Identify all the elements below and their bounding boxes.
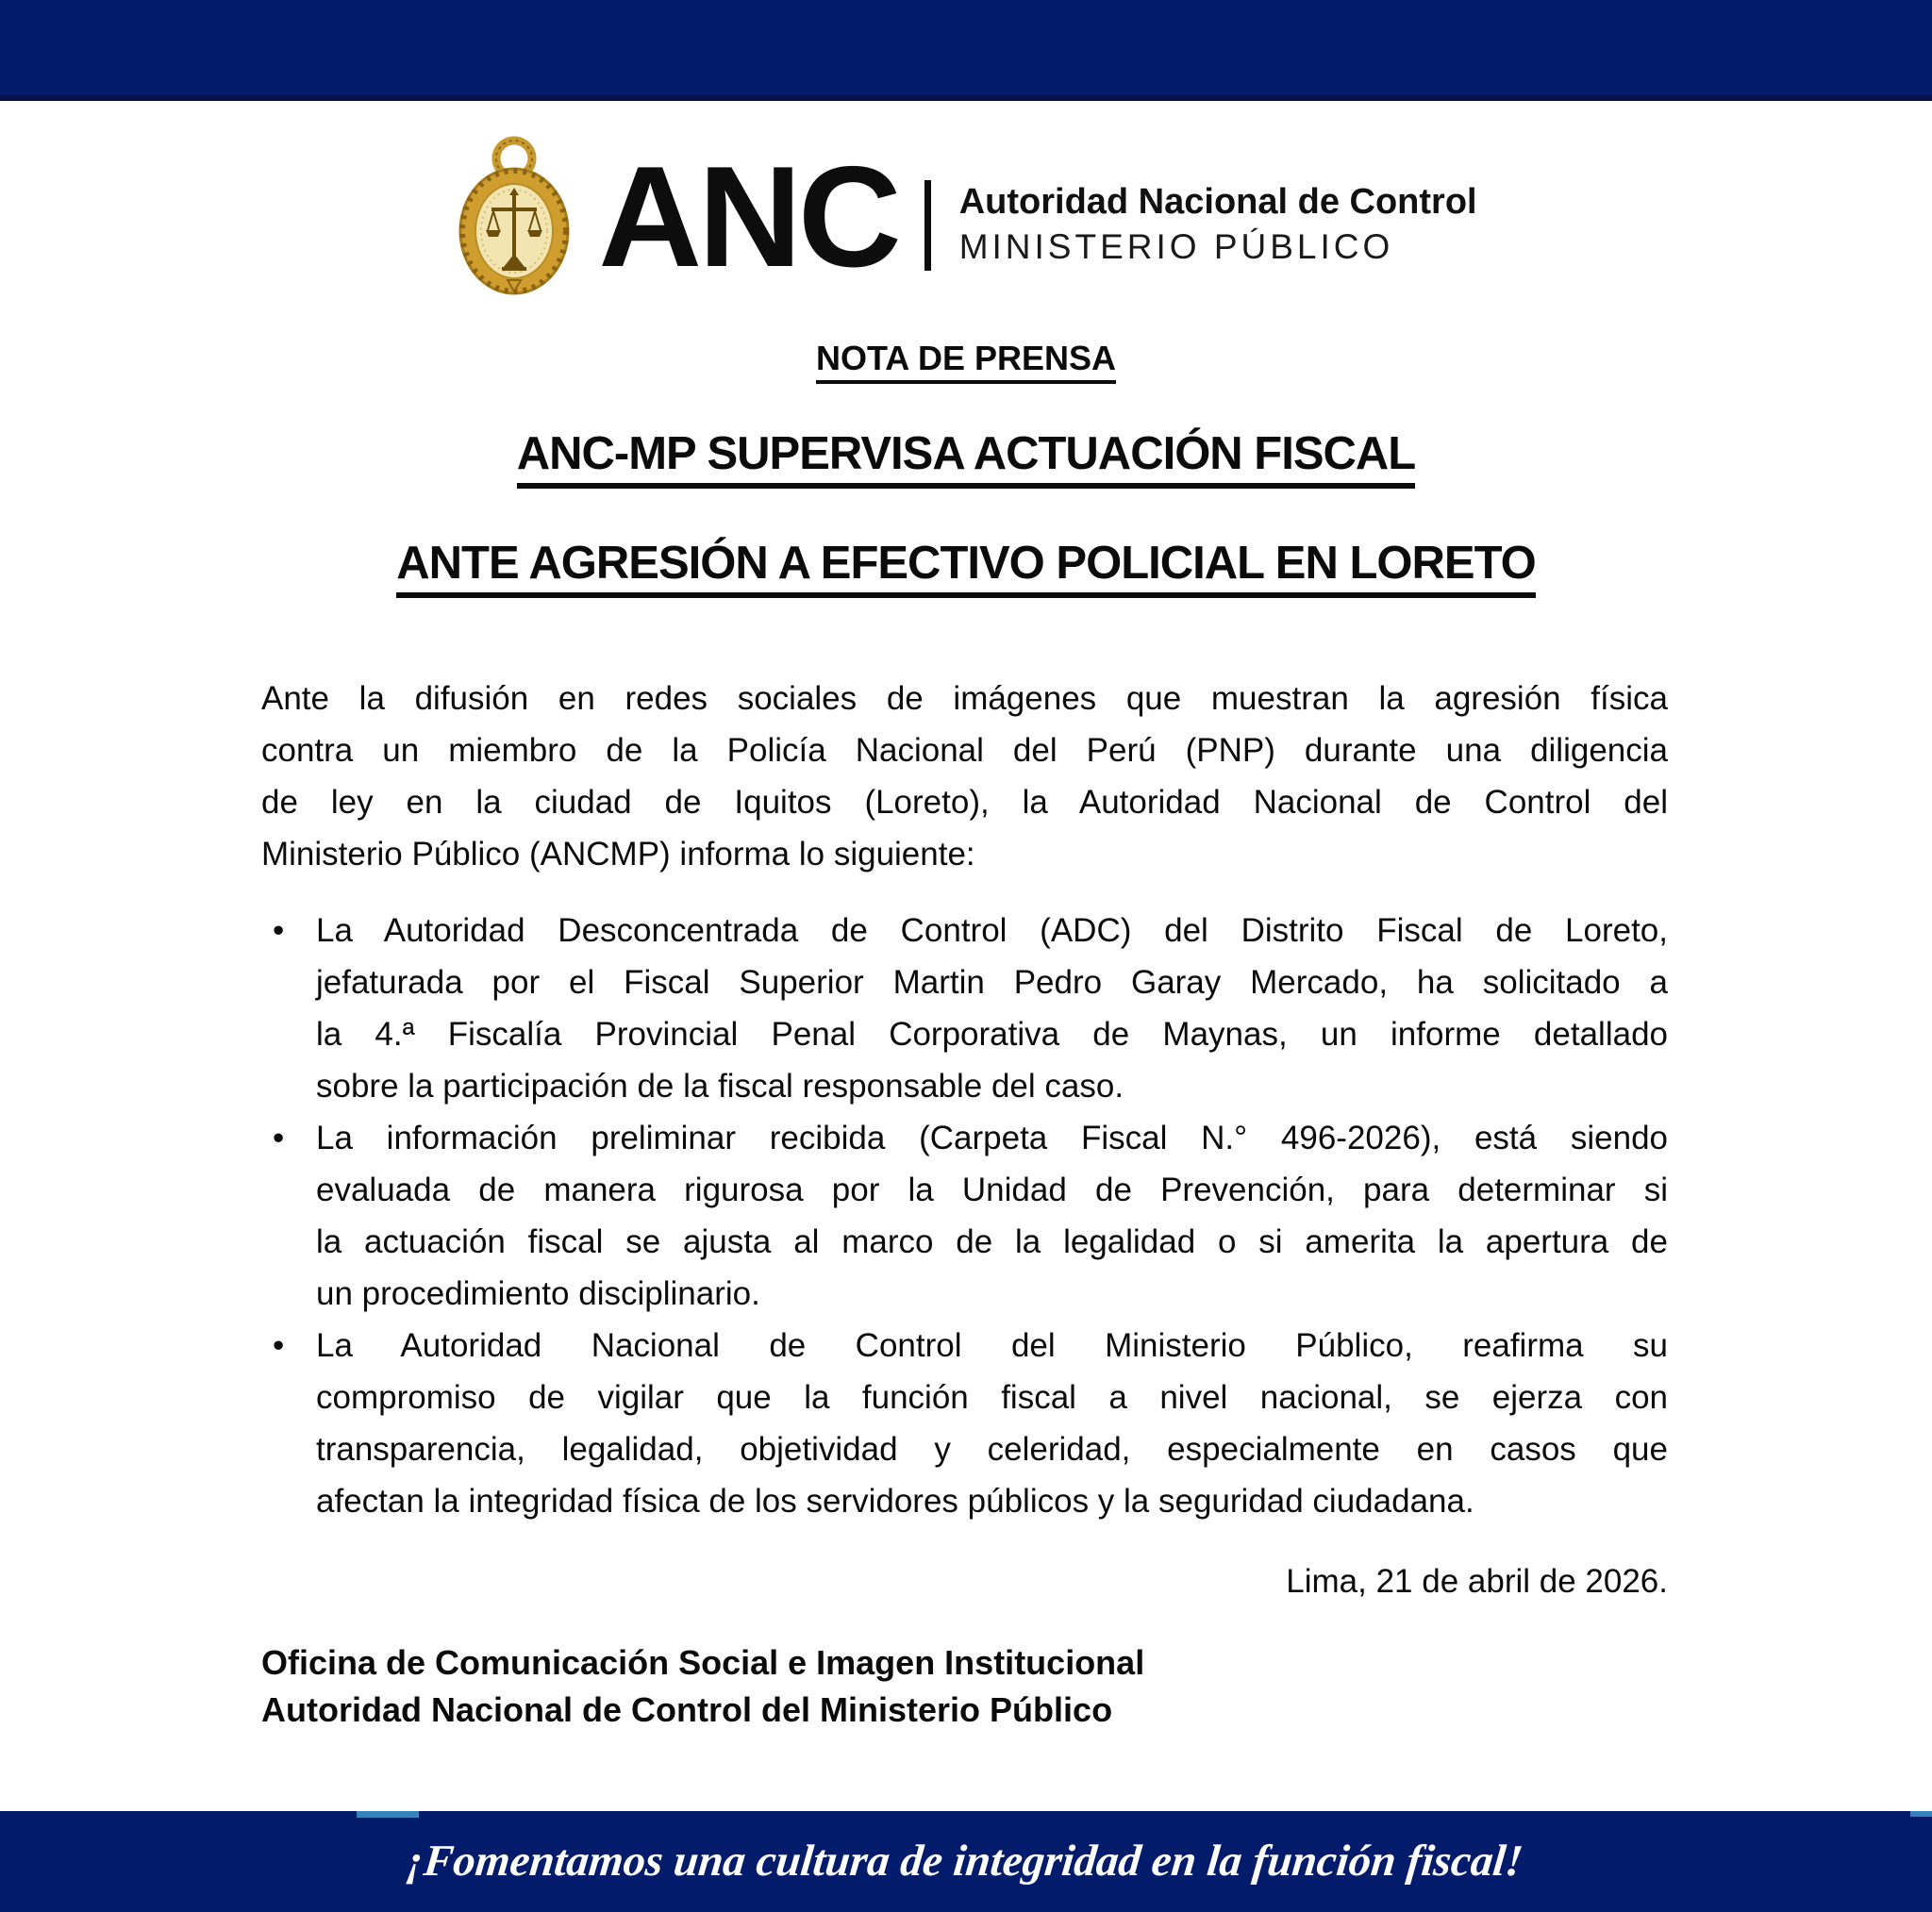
intro-line: Ministerio Público (ANCMP) informa lo siguiente: xyxy=(261,836,975,873)
footer-slogan: ¡Fomentamos una cultura de integridad en la función fiscal! xyxy=(404,1837,1525,1886)
logo-org-name: Autoridad Nacional de Control xyxy=(958,182,1477,223)
bullet-item xyxy=(261,1112,1668,1320)
bullet-line: un procedimiento disciplinario. xyxy=(316,1275,760,1312)
signature-block xyxy=(261,1639,1668,1734)
logo-divider xyxy=(924,180,931,271)
dateline: Lima, 21 de abril de 2026. xyxy=(1286,1563,1668,1600)
anc-acronym-text: ANC xyxy=(598,137,898,297)
bullet-text xyxy=(316,905,1668,1112)
bullet-line: La Autoridad Nacional de Control del Ministerio Público, reafirma su xyxy=(316,1327,1668,1364)
kicker-heading xyxy=(0,339,1932,378)
intro-line: contra un miembro de la Policía Nacional del Perú (PNP) durante una diligencia xyxy=(261,732,1668,769)
logo-org-ministry: MINISTERIO PÚBLICO xyxy=(958,226,1394,266)
bullet-item xyxy=(261,1320,1668,1527)
bullet-text xyxy=(316,1320,1668,1527)
bullet-line: sobre la participación de la fiscal responsable del caso. xyxy=(316,1068,1124,1105)
bullet-text xyxy=(316,1112,1668,1320)
bullet-line: transparencia, legalidad, objetividad y celeridad, especialmente en casos que xyxy=(316,1431,1668,1468)
bullet-list xyxy=(261,905,1668,1527)
bullet-item xyxy=(261,905,1668,1112)
bullet-line: jefaturada por el Fiscal Superior Martin Pedro Garay Mercado, ha solicitado a xyxy=(316,964,1668,1001)
bullet-line: la 4.ª Fiscalía Provincial Penal Corporativa de Maynas, un informe detallado xyxy=(316,1016,1668,1053)
bullet-line: La Autoridad Desconcentrada de Control (ADC) del Distrito Fiscal de Loreto, xyxy=(316,912,1668,949)
title-line-2-text: ANTE AGRESIÓN A EFECTIVO POLICIAL EN LORETO xyxy=(396,538,1536,598)
bullet-line: evaluada de manera rigurosa por la Unidad de Prevención, para determinar si xyxy=(316,1172,1668,1208)
intro-line: de ley en la ciudad de Iquitos (Loreto), la Autoridad Nacional de Control del xyxy=(261,784,1668,821)
logo-org-block xyxy=(959,180,1477,269)
press-release-body xyxy=(261,673,1668,1734)
bullet-marker: • xyxy=(273,1120,285,1156)
bullet-line: compromiso de vigilar que la función fiscal a nivel nacional, se ejerza con xyxy=(316,1379,1668,1416)
bullet-line: La información preliminar recibida (Carpeta Fiscal N.° 496-2026), está siendo xyxy=(316,1120,1668,1156)
anc-logo xyxy=(0,139,1932,295)
title-line-1 xyxy=(0,427,1932,480)
title-line-1-text: ANC-MP SUPERVISA ACTUACIÓN FISCAL xyxy=(517,428,1416,489)
top-navy-bar xyxy=(0,0,1932,101)
footer-navy-bar xyxy=(0,1811,1932,1912)
signature-office: Oficina de Comunicación Social e Imagen Institucional xyxy=(261,1643,1145,1682)
justice-scales-medal-icon xyxy=(455,133,574,295)
bullet-line: la actuación fiscal se ajusta al marco de la legalidad o si amerita la apertura de xyxy=(316,1223,1668,1260)
bullet-marker: • xyxy=(273,912,285,949)
title-line-2 xyxy=(0,537,1932,590)
bullet-line: afectan la integridad física de los servidores públicos y la seguridad ciudadana. xyxy=(316,1483,1474,1520)
signature-authority: Autoridad Nacional de Control del Ministerio Público xyxy=(261,1690,1113,1729)
intro-paragraph xyxy=(261,673,1668,880)
kicker-text: NOTA DE PRENSA xyxy=(816,339,1116,384)
bullet-marker: • xyxy=(273,1327,285,1364)
intro-line: Ante la difusión en redes sociales de imágenes que muestran la agresión física xyxy=(261,680,1668,717)
